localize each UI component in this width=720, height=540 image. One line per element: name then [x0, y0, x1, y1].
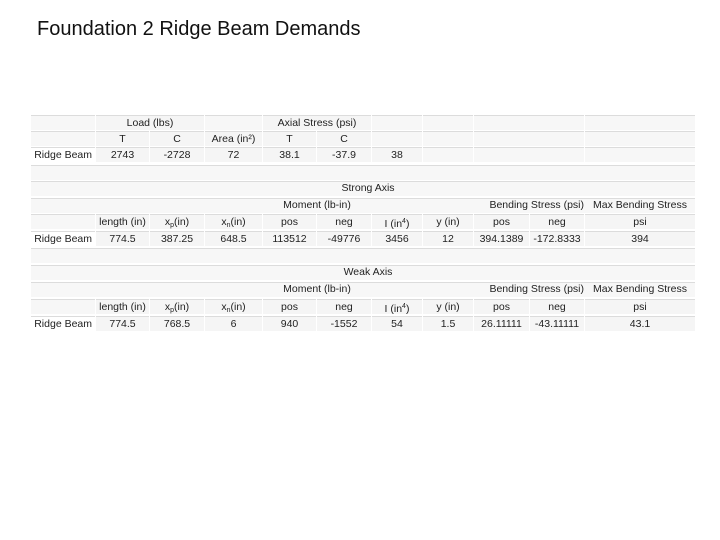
weak-bending-neg-header: neg — [530, 299, 584, 314]
strong-moment-header: Moment (lb-in) — [283, 199, 351, 211]
weak-max-value: 43.1 — [585, 316, 695, 331]
weak-max-header: Max Bending Stress — [593, 283, 687, 295]
load-t-value: 2743 — [96, 147, 149, 162]
strong-bending-neg-header: neg — [530, 214, 584, 229]
weak-y-value: 1.5 — [423, 316, 473, 331]
weak-moment-neg-header: neg — [317, 299, 371, 314]
row-label: Ridge Beam — [31, 316, 95, 330]
strong-moment-neg-header: neg — [317, 214, 371, 229]
strong-xn-header: $x_n(in)$ — [205, 214, 262, 229]
axial-max-value: 38 — [372, 147, 422, 162]
stress-t-header: T — [263, 131, 316, 146]
strong-i-header: I $(in^4)$ — [372, 214, 422, 229]
strong-bending-header: Bending Stress (psi) — [489, 199, 584, 211]
strong-i-value: 3456 — [372, 231, 422, 246]
weak-xn-header: $x_n(in)$ — [205, 299, 262, 314]
strong-xn-value: 648.5 — [205, 231, 262, 246]
strong-y-header: y (in) — [423, 214, 473, 229]
strong-length-value: 774.5 — [96, 231, 149, 246]
strong-axis-header: Strong Axis — [341, 182, 395, 194]
page-title: Foundation 2 Ridge Beam Demands — [37, 18, 361, 40]
strong-xp-value: 387.25 — [150, 231, 204, 246]
strong-max-header: Max Bending Stress — [593, 199, 687, 211]
strong-moment-pos-value: 113512 — [263, 231, 316, 246]
weak-bending-pos-value: 26.11111 — [474, 316, 529, 331]
strong-xp-header: $x_p(in)$ — [150, 214, 204, 229]
stress-t-value: 38.1 — [263, 147, 316, 162]
weak-xn-value: 6 — [205, 316, 262, 331]
strong-bending-neg-value: -172.8333 — [530, 231, 584, 246]
strong-moment-pos-header: pos — [263, 214, 316, 229]
weak-bending-header: Bending Stress (psi) — [489, 283, 584, 295]
weak-xp-value: 768.5 — [150, 316, 204, 331]
area-value: 72 — [205, 147, 262, 162]
weak-i-value: 54 — [372, 316, 422, 331]
stress-c-value: -37.9 — [317, 147, 371, 162]
strong-moment-neg-value: -49776 — [317, 231, 371, 246]
row-label: Ridge Beam — [31, 231, 95, 245]
strong-y-value: 12 — [423, 231, 473, 246]
weak-moment-pos-header: pos — [263, 299, 316, 314]
weak-moment-header: Moment (lb-in) — [283, 283, 351, 295]
load-header: Load (lbs) — [96, 115, 204, 130]
strong-bending-pos-header: pos — [474, 214, 529, 229]
axial-stress-header: Axial Stress (psi) — [263, 115, 371, 130]
weak-psi-header: psi — [585, 299, 695, 314]
area-header: Area (in²) — [205, 131, 262, 146]
weak-xp-header: $x_p(in)$ — [150, 299, 204, 314]
weak-moment-neg-value: -1552 — [317, 316, 371, 331]
strong-psi-header: psi — [585, 214, 695, 229]
load-c-header: C — [150, 131, 204, 146]
load-c-value: -2728 — [150, 147, 204, 162]
row-label: Ridge Beam — [31, 147, 95, 161]
weak-i-header: I $(in^4)$ — [372, 299, 422, 314]
strong-max-value: 394 — [585, 231, 695, 246]
weak-bending-pos-header: pos — [474, 299, 529, 314]
strong-bending-pos-value: 394.1389 — [474, 231, 529, 246]
weak-moment-pos-value: 940 — [263, 316, 316, 331]
weak-length-header: length (in) — [96, 299, 149, 314]
strong-length-header: length (in) — [96, 214, 149, 229]
weak-axis-header: Weak Axis — [343, 266, 393, 278]
load-t-header: T — [96, 131, 149, 146]
weak-y-header: y (in) — [423, 299, 473, 314]
stress-c-header: C — [317, 131, 371, 146]
weak-length-value: 774.5 — [96, 316, 149, 331]
weak-bending-neg-value: -43.11111 — [530, 316, 584, 331]
